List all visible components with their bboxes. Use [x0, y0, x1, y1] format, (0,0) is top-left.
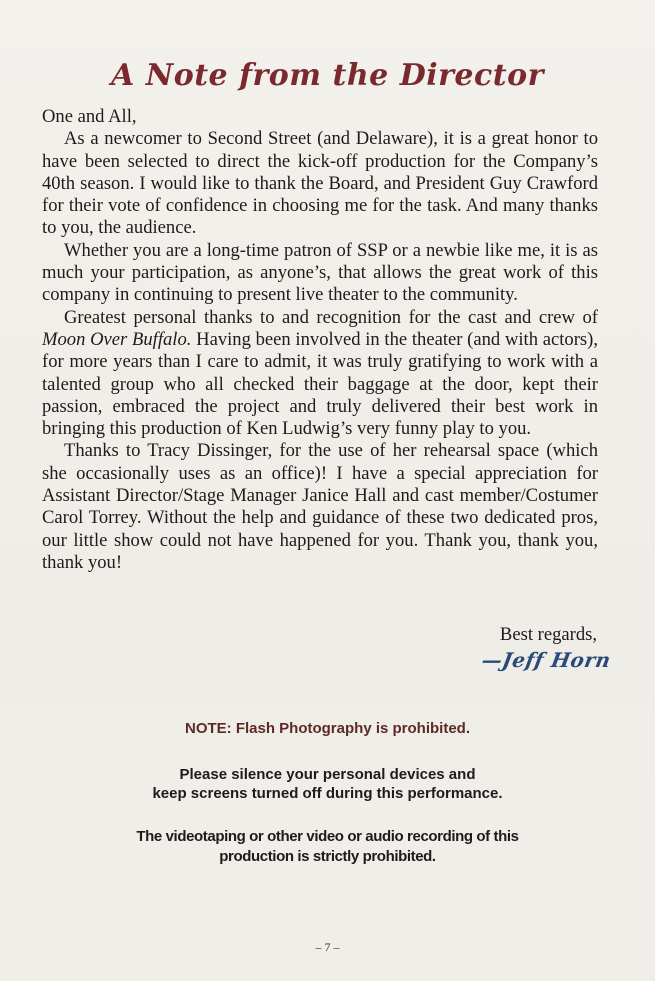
flash-photography-notice: NOTE: Flash Photography is prohibited. [184, 720, 470, 737]
devices-notice-line-1: Please silence your personal devices and [179, 766, 476, 783]
devices-notice [0, 765, 655, 803]
paragraph-3-intro: Greatest personal thanks to and recognition for the cast and crew of [64, 306, 598, 328]
paragraph-3-body: Having been involved in the theater (and with actors), for more years than I care to admit, it was truly gratifying to work with a talented group who all checked their baggage at the door, kept their passion, embraced the project and truly delivered their best work in bringing this production of Ken Ludwig’s very funny play to you. [42, 328, 598, 440]
director-signature: —Jeff Horn [479, 648, 613, 672]
letter-paragraph-2: Whether you are a long-time patron of SSP or a newbie like me, it is as much your participation, as anyone’s, that allows the great work of this company in continuing to present live theater to the community. [42, 239, 598, 306]
director-letter [42, 106, 598, 574]
play-title: Moon Over Buffalo. [42, 328, 192, 350]
letter-salutation: One and All, [42, 106, 137, 127]
letter-closing: Best regards, [499, 624, 597, 645]
page-number: – 7 – [315, 940, 340, 954]
letter-paragraph-1: As a newcomer to Second Street (and Delaware), it is a great honor to have been selected to direct the kick-off production for the Company’s 40th season. I would like to thank the Board, and President Guy Crawford for their vote of confidence in choosing me for the task. And many thanks to you, the audience. [42, 128, 598, 239]
devices-notice-line-2: keep screens turned off during this performance. [152, 785, 503, 802]
recording-notice [0, 827, 655, 867]
recording-notice-line-2: production is strictly prohibited. [219, 848, 436, 865]
recording-notice-line-1: The videotaping or other video or audio recording of this [136, 828, 519, 845]
page-title: A Note from the Director [111, 58, 544, 93]
letter-paragraph-3 [42, 307, 598, 441]
letter-paragraph-4: Thanks to Tracy Dissinger, for the use of her rehearsal space (which she occasionally uses as an office)! I have a special appreciation for Assistant Director/Stage Manager Janice Hall and cast member/Costumer Carol Torrey. Without the help and guidance of these two dedicated pros, our little show could not have happened for you. Thank you, thank you, thank you! [42, 440, 598, 573]
